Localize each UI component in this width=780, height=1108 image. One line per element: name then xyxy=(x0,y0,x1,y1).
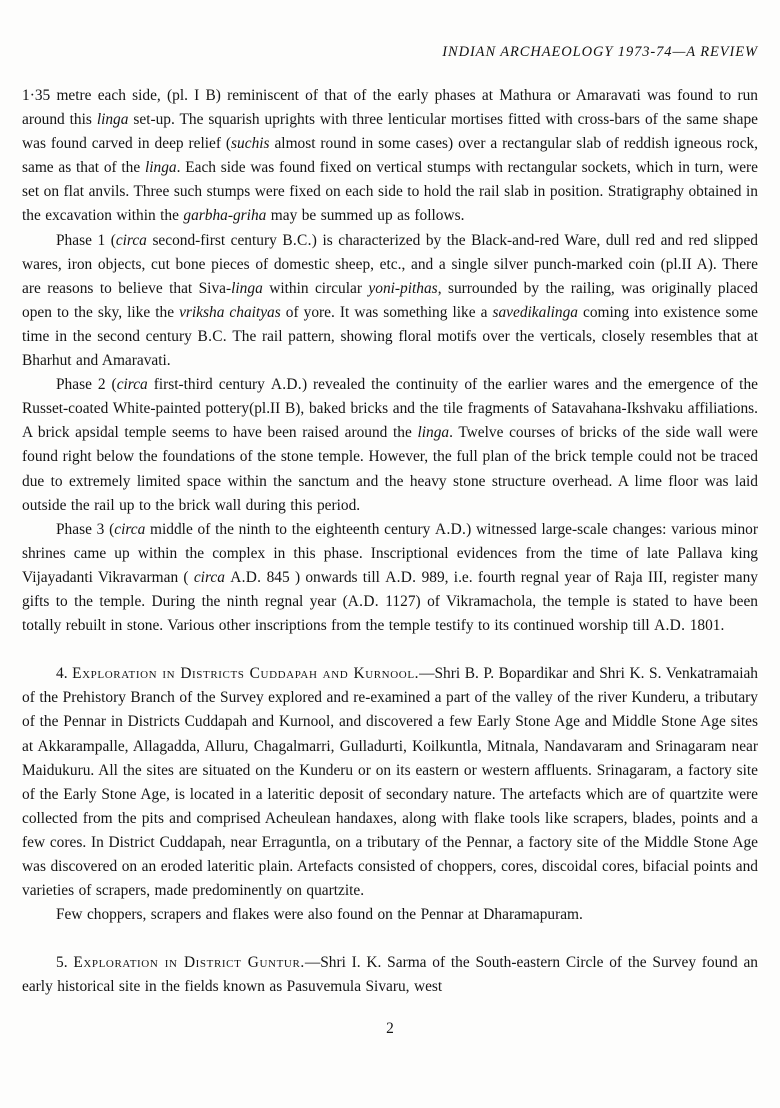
paragraph-phase-intro xyxy=(22,84,758,229)
text-run: may be summed up as follows. xyxy=(266,207,465,225)
text-run: . Twelve courses of bricks of the side wall were found right below the foundations of the stone temple. However, the full plan of the brick temple could not be traced due to extremely limited space within the sanctum and the heavy stone structure overhead. A lime floor was laid outside the rail up to the brick wall during this period. xyxy=(22,424,759,514)
paragraph-dharamapuram: Few choppers, scrapers and flakes were also found on the Pennar at Dharamapuram. xyxy=(56,906,583,924)
italic-term-circa: circa xyxy=(116,376,148,394)
section-heading: Exploration in District Guntur. xyxy=(73,954,305,972)
italic-term-linga: linga xyxy=(417,424,450,442)
text-run: 989, i.e. fourth regnal year of Raja III, register many gifts to the temple. During the ninth regnal year ( xyxy=(22,568,758,610)
page-number: 2 xyxy=(386,1020,394,1037)
text-run: —Shri I. K. Sarma of the South-eastern Circle of the Survey found an early historical site in the fields known as Pasuvemula Sivaru, west xyxy=(22,954,759,996)
italic-term-yoni-pithas: yoni-pithas xyxy=(368,279,438,297)
text-run: , surrounded by the railing, was originally placed open to the sky, like the xyxy=(22,279,759,321)
paragraph-phase-2 xyxy=(22,373,758,518)
text-run: of yore. It was something like a xyxy=(280,303,493,321)
paragraph-phase-3 xyxy=(22,518,758,638)
italic-term-circa: circa xyxy=(193,568,225,586)
text-run: Phase 1 ( xyxy=(56,231,116,249)
italic-term-linga: linga xyxy=(231,279,263,297)
era-abbrev-bc: B.C. xyxy=(197,327,227,345)
text-run: almost round in some cases) over a rectangular slab of reddish igneous rock, same as that of the xyxy=(22,135,758,177)
text-column xyxy=(22,84,758,1000)
era-abbrev-ad: A.D. xyxy=(654,617,686,635)
section-number: 5. xyxy=(56,954,74,972)
text-run: 1801. xyxy=(685,617,725,635)
text-run: 845 ) onwards till xyxy=(261,568,386,586)
era-abbrev-bc: B.C. xyxy=(282,231,312,249)
italic-term-savedikalinga: savedikalinga xyxy=(492,303,578,321)
running-head: INDIAN ARCHAEOLOGY 1973-74—A REVIEW xyxy=(442,44,758,60)
text-run: ) revealed the continuity of the earlier wares and the emergence of the Russet-coated White-painted pottery(pl.II B), baked bricks and the tile fragments of Satavahana-Ikshvaku affiliations. A brick apsidal temple seems to have been raised around the xyxy=(22,376,758,442)
italic-term-linga: linga xyxy=(96,111,129,129)
text-run: ) is characterized by the Black-and-red Ware, dull red and red slipped wares, iron objects, cut bone pieces of domestic sheep, etc., and a single silver punch-marked coin (pl.II A). There are reasons to believe that Siva- xyxy=(22,231,758,297)
text-run: ) witnessed large-scale changes: various minor shrines came up within the complex in this phase. Inscriptional evidences from the time of late Pallava king Vijayadanti Vikravarman ( xyxy=(22,520,759,586)
text-run: first-third century xyxy=(147,376,271,394)
section-number: 4. xyxy=(56,665,73,683)
section-heading: Exploration in Districts Cuddapah and Kurnool. xyxy=(72,665,420,683)
era-abbrev-ad: A.D. xyxy=(385,568,417,586)
era-abbrev-ad: A.D. xyxy=(347,592,379,610)
italic-term-circa: circa xyxy=(114,520,146,538)
section-4-exploration-cuddapah-kurnool xyxy=(22,662,758,903)
italic-term-linga: linga xyxy=(144,159,177,177)
italic-term-circa: circa xyxy=(115,231,147,249)
text-run: 1127) of Vikramachola, the temple is stated to have been totally rebuilt in stone. Various other inscriptions from the temple testify to its continued worship till xyxy=(22,592,759,635)
italic-term-garbha-griha: garbha-griha xyxy=(183,207,267,225)
text-run: middle of the ninth to the eighteenth century xyxy=(145,520,436,538)
text-run: Phase 3 ( xyxy=(56,520,115,538)
text-run: within circular xyxy=(262,279,369,297)
text-run: —Shri B. P. Bopardikar and Shri K. S. Venkatramaiah of the Prehistory Branch of the Survey explored and re-examined a part of the valley of the river Kunderu, a tributary of the Pennar in Districts Cuddapah and Kurnool, and discovered a few Early Stone Age and Middle Stone Age sites at Akkarampalle, Allagadda, Alluru, Chagalmarri, Gulladurti, Koilkuntla, Mitnala, Nandavaram and Srinagaram near Maidukuru. All the sites are situated on the Kunderu or on its eastern or western affluents. Srinagaram, a factory site of the Early Stone Age, is located in a lateritic deposit of secondary nature. The artefacts which are of quartzite were collected from the pits and comprised Acheulean handaxes, along with flake tools like scrapers, blades, points and a few cores. In District Cuddapah, near Erraguntla, on a tributary of the Pennar, a factory site of the Middle Stone Age was discovered on an eroded lateritic plain. Artefacts consisted of choppers, cores, discoidal cores, bifacial points and varieties of scrapers, made predominently on quartzite. xyxy=(22,665,759,900)
section-5-exploration-guntur xyxy=(22,951,758,999)
text-run: . Each side was found fixed on vertical stumps with rectangular sockets, which in turn, were set on flat anvils. Three such stumps were fixed on each side to hold the rail slab in position. Stratigraphy obtained in the excavation within the xyxy=(22,159,758,225)
era-abbrev-ad: A.D. xyxy=(435,520,467,538)
text-run: coming into existence some time in the second century xyxy=(22,303,758,345)
era-abbrev-ad: A.D. xyxy=(270,376,302,394)
text-run: set-up. The squarish uprights with three lenticular mortises fitted with cross-bars of the same shape was found carved in deep relief ( xyxy=(22,111,758,153)
paragraph-phase-1 xyxy=(22,229,758,374)
text-run: 1·35 metre each side, (pl. I B) reminiscent of that of the early phases at Mathura or Amaravati was found to run around this xyxy=(22,87,758,129)
text-run: second-first century xyxy=(146,231,283,249)
italic-term-vriksha-chaityas: vriksha chaityas xyxy=(179,303,281,321)
era-abbrev-ad: A.D. xyxy=(230,568,262,586)
text-run: Phase 2 ( xyxy=(56,376,117,394)
italic-term-suchis: suchis xyxy=(231,135,270,153)
text-run: The rail pattern, showing floral motifs over the verticals, closely resembles that at Bharhut and Amaravati. xyxy=(22,327,758,370)
